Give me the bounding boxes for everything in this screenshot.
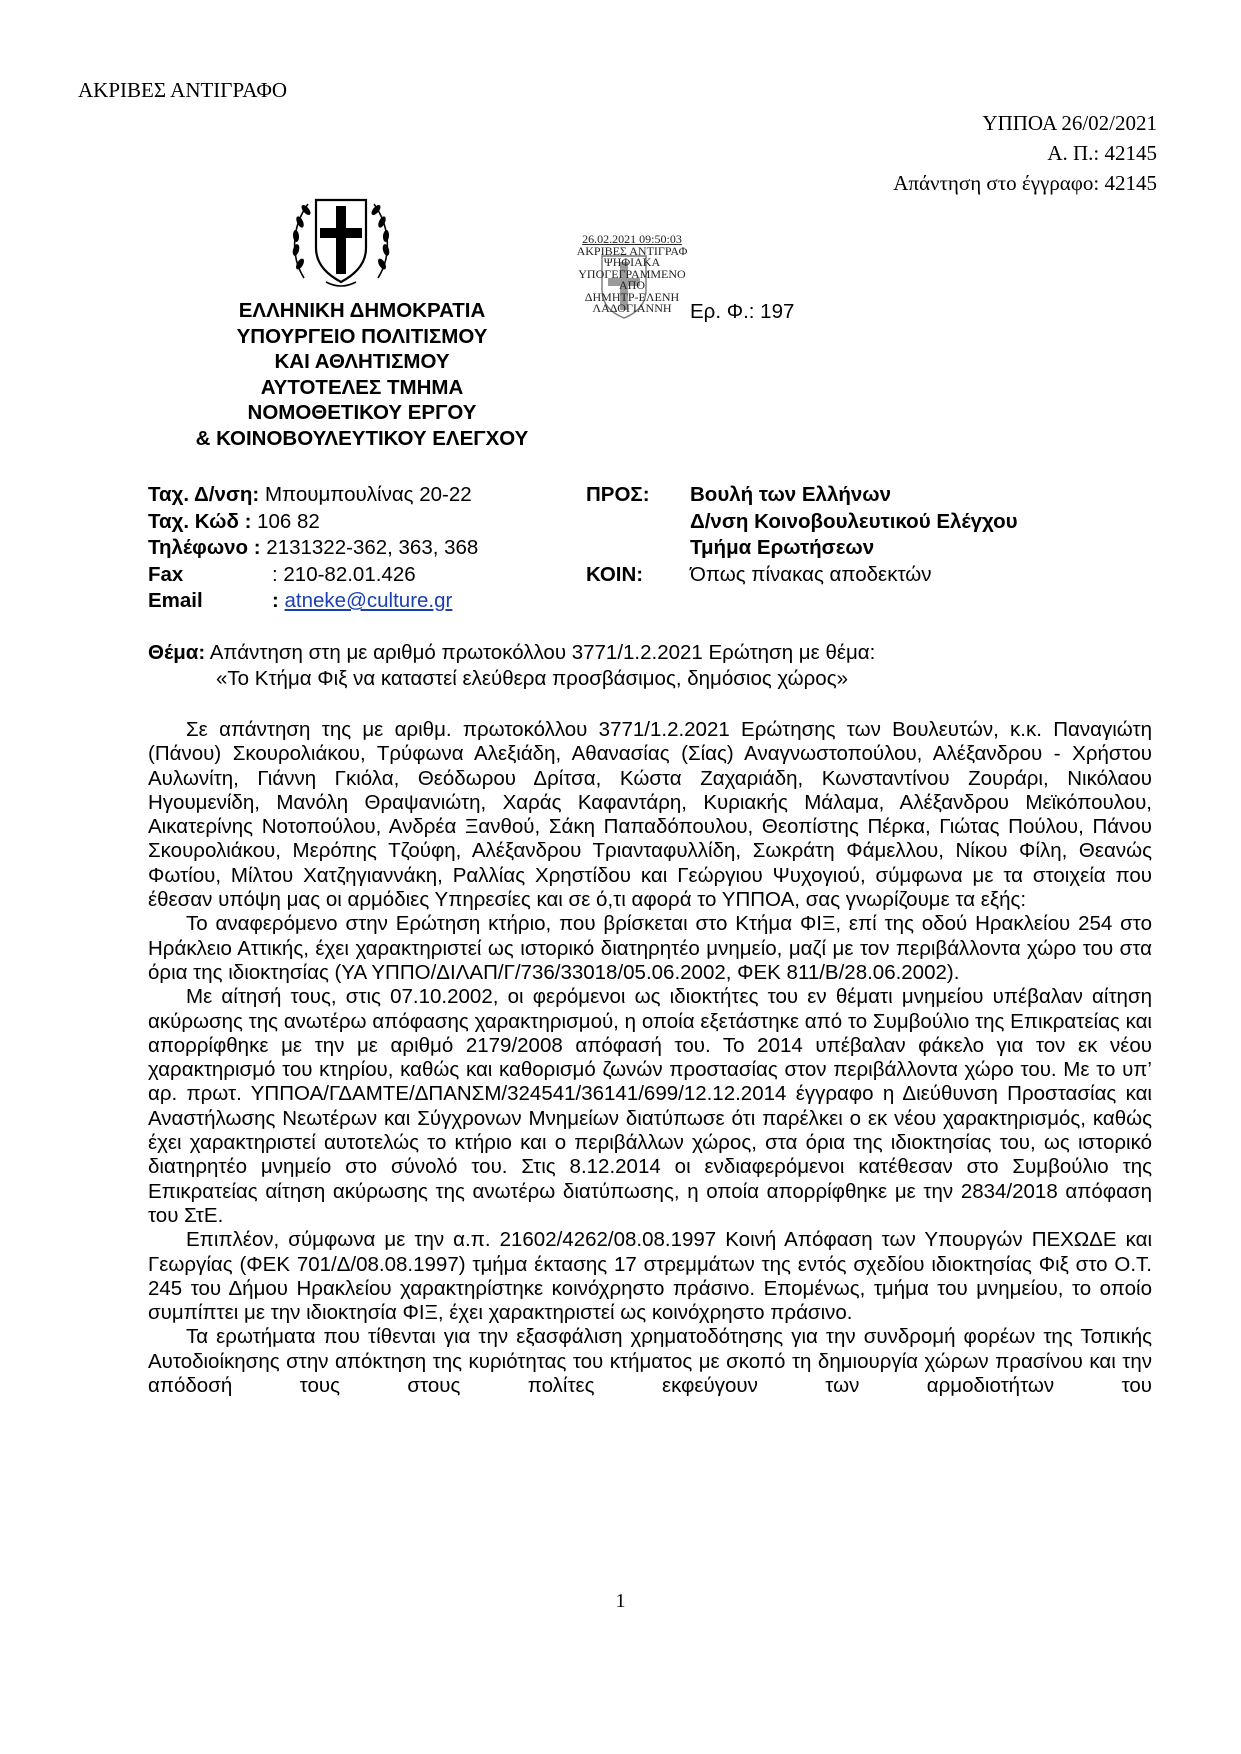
cc-label: ΚΟΙΝ:: [586, 562, 644, 586]
subject-block: [148, 640, 875, 692]
ministry-line: ΑΥΤΟΤΕΛΕΣ ΤΜΗΜΑ: [260, 375, 464, 399]
street-row: [148, 482, 478, 509]
stamp-datetime: 26.02.2021 09:50:03: [582, 232, 682, 246]
postal-value: 106 82: [251, 509, 320, 533]
subject-title: «Το Κτήμα Φιξ να καταστεί ελεύθερα προσβάσιμος, δημόσιος χώρος»: [216, 667, 848, 690]
ministry-line: ΥΠΟΥΡΓΕΙΟ ΠΟΛΙΤΙΣΜΟΥ: [236, 324, 488, 348]
street-label: Ταχ. Δ/νση:: [148, 483, 260, 506]
body-paragraph: Σε απάντηση της με αριθμ. πρωτοκόλλου 3771/1.2.2021 Ερώτησης των Βουλευτών, κ.κ. Παναγιώτη (Πάνου) Σκουρολιάκου, Τρύφωνα Αλεξιάδη, Αθανασίας (Σίας) Αναγνωστοπούλου, Αλέξανδρου - Χρήστου Αυλωνίτη, Γιάννη Γκιόλα, Θεόδωρου Δρίτσα, Κώστα Ζαχαριάδη, Κωνσταντίνου Ζουράρι, Νικόλαου Ηγουμενίδη, Μανόλη Θραψανιώτη, Χαράς Καφαντάρη, Κυριακής Μάλαμα, Αλέξανδρου Μεϊκόπουλου, Αικατερίνης Νοτοπούλου, Ανδρέα Ξανθού, Σάκη Παπαδόπουλου, Θεοπίστης Πέρκα, Γιώτας Πούλου, Πάνου Σκουρολιάκου, Μερόπης Τζούφη, Αλέξανδρου Τριανταφυλλίδη, Σωκράτη Φάμελλου, Νίκου Φίλη, Θεανώς Φωτίου, Μίλτου Χατζηγιαννάκη, Ραλλίας Χρηστίδου και Γεώργιου Ψυχογιού, σύμφωνα με τα στοιχεία που έθεσαν υπόψη μας οι αρμόδιες Υπηρεσίες και σε ό,τι αφορά το ΥΠΠΟΑ, σας γνωρίζουμε τα εξής:: [148, 718, 1152, 912]
ref-date: ΥΠΠΟΑ 26/02/2021: [982, 111, 1157, 135]
letter-body: [148, 718, 1152, 1398]
stamp-line: ΑΚΡΙΒΕΣ ΑΝΤΙΓΡΑΦ: [576, 243, 688, 258]
ministry-heading: [150, 298, 574, 451]
ministry-line: ΝΟΜΟΘΕΤΙΚΟΥ ΕΡΓΟΥ: [247, 401, 477, 424]
email-link[interactable]: atneke@culture.gr: [284, 589, 453, 612]
fax-row: [148, 562, 478, 589]
fax-value: : 210-82.01.426: [272, 562, 416, 586]
cc-value: Όπως πίνακας αποδεκτών: [690, 562, 932, 586]
stamp-line: ΥΠΟΓΕΓΡΑΜΜΕΝΟ: [578, 266, 686, 281]
subject-line: [148, 640, 875, 666]
ministry-line: ΚΑΙ ΑΘΛΗΤΙΣΜΟΥ: [274, 350, 450, 373]
stamp-line: ΑΠΟ: [619, 278, 645, 292]
subject-label: Θέμα:: [148, 641, 206, 664]
stamp-line: ΛΑΔΟΓΙΑΝΝΗ: [592, 301, 672, 315]
greek-coat-of-arms-icon: [286, 186, 396, 296]
street-value: Μπουμπουλίνας 20-22: [259, 483, 472, 506]
ref-reply-to: Απάντηση στο έγγραφο: 42145: [893, 171, 1157, 195]
stamp-line: ΔΗΜΗΤΡ-ΕΛΕΝΗ: [584, 289, 680, 304]
ref-protocol-number: Α. Π.: 42145: [1047, 141, 1157, 165]
to-line: Δ/νση Κοινοβουλευτικού Ελέγχου: [690, 509, 1018, 533]
phone-label: Τηλέφωνο :: [148, 536, 261, 559]
sender-address: [148, 482, 478, 615]
phone-row: [148, 535, 478, 562]
certified-copy-label: ΑΚΡΙΒΕΣ ΑΝΤΙΓΡΑΦΟ: [78, 78, 288, 102]
subject-text: Απάντηση στη με αριθμό πρωτοκόλλου 3771/1.2.2021 Ερώτηση με θέμα:: [205, 641, 876, 664]
stamp-line: ΨΗΦΙΑΚΑ: [603, 255, 661, 269]
email-separator: :: [272, 589, 279, 612]
digital-signature-stamp: [558, 234, 706, 315]
to-label: ΠΡΟΣ:: [586, 483, 650, 506]
ministry-line: & ΚΟΙΝΟΒΟΥΛΕΥΤΙΚΟΥ ΕΛΕΓΧΟΥ: [195, 426, 529, 450]
to-line: Τμήμα Ερωτήσεων: [690, 536, 875, 559]
reference-block: [893, 108, 1157, 198]
postal-row: [148, 509, 478, 536]
email-row: [148, 588, 478, 615]
phone-value: 2131322-362, 363, 368: [260, 536, 479, 559]
body-paragraph: Τα ερωτήματα που τίθενται για την εξασφάλιση χρηματοδότησης για την συνδρομή φορέων της Τοπικής Αυτοδιοίκησης στην απόκτηση της κυριότητας του κτήματος με σκοπό τη δημιουργία χώρων πρασίνου και την απόδοσή τους στους πολίτες εκφεύγουν των αρμοδιοτήτων του: [148, 1325, 1152, 1398]
ministry-line: ΕΛΛΗΝΙΚΗ ΔΗΜΟΚΡΑΤΙΑ: [238, 299, 486, 322]
to-line: Βουλή των Ελλήνων: [690, 483, 891, 506]
fax-label: Fax: [148, 562, 184, 586]
body-paragraph: Επιπλέον, σύμφωνα με την α.π. 21602/4262/08.08.1997 Κοινή Απόφαση των Υπουργών ΠΕΧΩΔΕ και Γεωργίας (ΦΕΚ 701/Δ/08.08.1997) τμήμα έκτασης 17 στρεμμάτων της εντός σχεδίου ιδιοκτησίας Φιξ στο Ο.Τ. 245 του Δήμου Ηρακλείου χαρακτηρίστηκε κοινόχρηστο πράσινο. Επομένως, τμήμα του μνημείου, το οποίο συμπίπτει με την ιδιοκτησία ΦΙΞ, έχει χαρακτηριστεί ως κοινόχρηστο πράσινο.: [148, 1228, 1152, 1325]
page-number: 1: [615, 1590, 626, 1612]
email-label: Email: [148, 589, 203, 612]
body-paragraph: Το αναφερόμενο στην Ερώτηση κτήριο, που βρίσκεται στο Κτήμα ΦΙΞ, επί της οδού Ηρακλείου 254 στο Ηράκλειο Αττικής, έχει χαρακτηριστεί ως ιστορικό διατηρητέο μνημείο, μαζί με τον περιβάλλοντα χώρο του στα όρια της ιδιοκτησίας (ΥΑ ΥΠΠΟ/ΔΙΛΑΠ/Γ/736/33018/05.06.2002, ΦΕΚ 811/Β/28.06.2002).: [148, 912, 1152, 984]
er-f-number: Ερ. Φ.: 197: [690, 300, 795, 323]
body-paragraph: Με αίτησή τους, στις 07.10.2002, οι φερόμενοι ως ιδιοκτήτες του εν θέματι μνημείου υπέβαλαν αίτηση ακύρωσης της ανωτέρω απόφασης χαρακτηρισμού, η οποία εξετάστηκε από το Συμβούλιο της Επικρατείας και απορρίφθηκε με την με αριθμό 2179/2008 απόφασή του. Το 2014 υπέβαλαν φάκελο για τον εκ νέου χαρακτηρισμό του κτηρίου, καθώς και καθορισμό ζωνών προστασίας στον περιβάλλοντα χώρο του. Με το υπ’ αρ. πρωτ. ΥΠΠΟΑ/ΓΔΑΜΤΕ/ΔΠΑΝΣΜ/324541/36141/699/12.12.2014 έγγραφο η Διεύθυνση Προστασίας και Αναστήλωσης Νεωτέρων και Σύγχρονων Μνημείων διατύπωσε ότι παρέλκει ο εκ νέου χαρακτηρισμός, καθώς έχει χαρακτηριστεί αυτοτελώς το κτήριο και ο περιβάλλων χώρος, στα όρια της ιδιοκτησίας του, ως ιστορικό διατηρητέο μνημείο στο σύνολό του. Στις 8.12.2014 οι ενδιαφερόμενοι κατέθεσαν στο Συμβούλιο της Επικρατείας αίτηση ακύρωσης της ανωτέρω διατύπωσης, η οποία απορρίφθηκε με την 2834/2018 απόφαση του ΣτΕ.: [148, 985, 1152, 1227]
postal-label: Ταχ. Κώδ :: [148, 509, 252, 533]
